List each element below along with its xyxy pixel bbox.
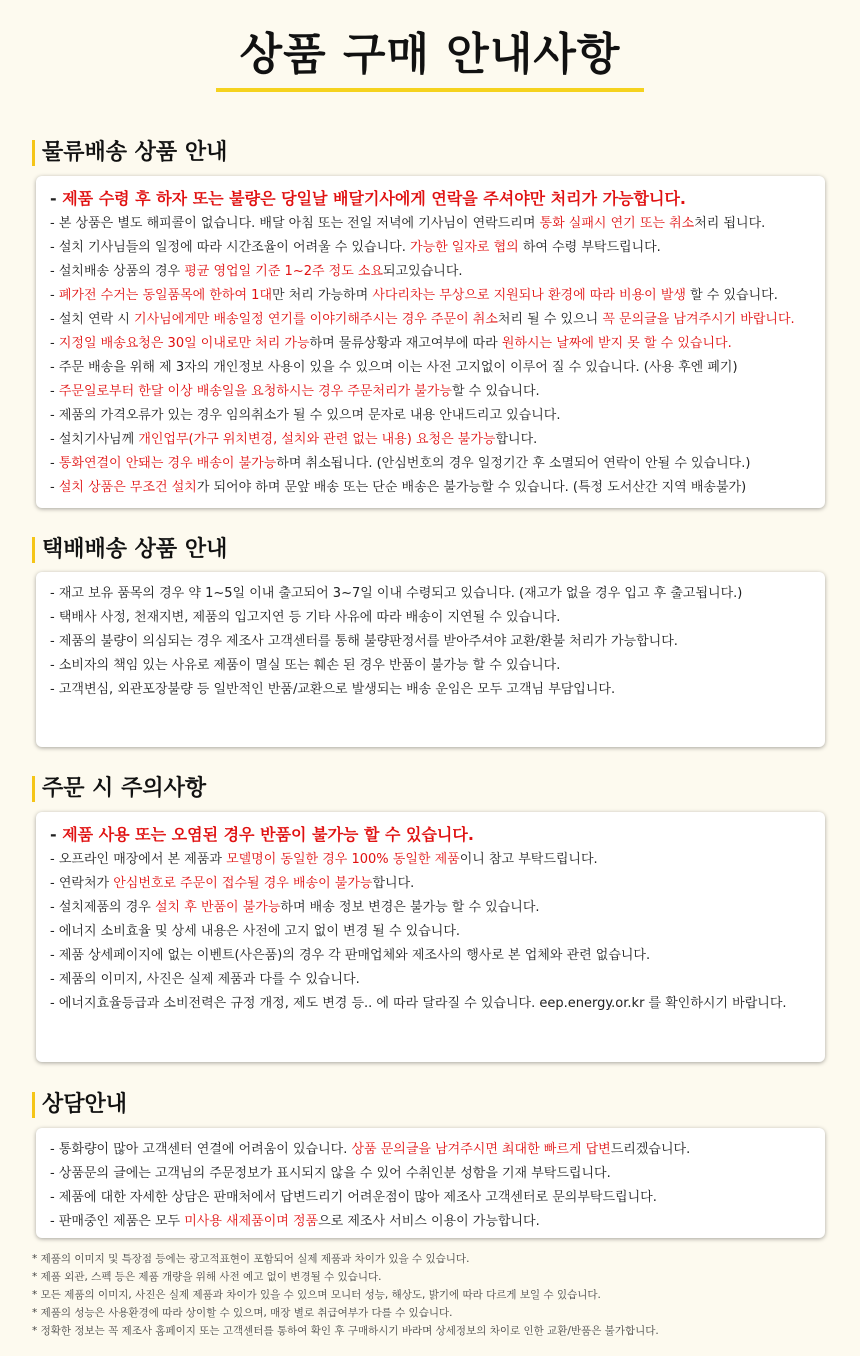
card-logistics — [36, 176, 825, 508]
highlight-text: 지정일 배송요청은 30일 이내로만 처리 가능 — [58, 336, 310, 351]
highlight-text: 설치 상품은 무조건 설치 — [58, 480, 197, 495]
info-line — [50, 380, 811, 404]
info-line — [50, 356, 811, 380]
highlight-text: 안심번호로 주문이 접수될 경우 배송이 불가능 — [113, 876, 373, 891]
line-text: - 주문 배송을 위해 제 3자의 개인정보 사용이 있을 수 있으며 이는 사전 고지없이 이루어 질 수 있습니다. (사용 후엔 폐기) — [50, 360, 738, 375]
line-text: 합니다. — [495, 432, 538, 447]
line-text: - 제품의 가격오류가 있는 경우 임의취소가 될 수 있으며 문자로 내용 안내드리고 있습니다. — [50, 408, 561, 423]
line-text: - 에너지효율등급과 소비전력은 규정 개정, 제도 변경 등.. 에 따라 달라질 수 있습니다. eep.energy.or.kr 를 확인하시기 바랍니다. — [50, 996, 787, 1011]
footnote: * 정확한 정보는 꼭 제조사 홈페이지 또는 고객센터를 통하여 확인 후 구매하시기 바라며 상세정보의 차이로 인한 교환/반품은 불가합니다. — [32, 1325, 659, 1337]
highlight-text: 폐가전 수거는 동일품목에 한하여 1대 — [58, 288, 272, 303]
line-text: 가 되어야 하며 문앞 배송 또는 단순 배송은 불가능할 수 있습니다. (특정 도서산간 지역 배송불가) — [196, 480, 747, 495]
info-line — [50, 654, 811, 678]
info-line — [50, 630, 811, 654]
line-text: - 재고 보유 품목의 경우 약 1~5일 이내 출고되어 3~7일 이내 수령되고 있습니다. (재고가 없을 경우 입고 후 출고됩니다.) — [50, 586, 743, 601]
title-underline — [216, 88, 644, 92]
section-heading-consultation: 상담안내 — [32, 1092, 127, 1118]
line-text: 하며 배송 정보 변경은 불가능 할 수 있습니다. — [280, 900, 540, 915]
info-line — [50, 944, 811, 968]
highlight-text: 원하시는 날짜에 받지 못 할 수 있습니다. — [501, 336, 732, 351]
line-text: - — [50, 336, 59, 351]
line-text: - 에너지 소비효율 및 상세 내용은 사전에 고지 없이 변경 될 수 있습니다. — [50, 924, 461, 939]
line-text: - — [50, 189, 63, 208]
footnote: * 모든 제품의 이미지, 사진은 실제 제품과 차이가 있을 수 있으며 모니터 성능, 해상도, 밝기에 따라 다르게 보일 수 있습니다. — [32, 1289, 601, 1301]
line-text: 으로 제조사 서비스 이용이 가능합니다. — [318, 1214, 540, 1229]
info-line — [50, 212, 811, 236]
line-text: 할 수 있습니다. — [685, 288, 778, 303]
info-line — [50, 452, 811, 476]
line-text: - 본 상품은 별도 해피콜이 없습니다. 배달 아침 또는 전일 저녁에 기사님이 연락드리며 — [50, 216, 540, 231]
line-text: - 연락처가 — [50, 876, 114, 891]
info-line — [50, 1210, 811, 1234]
line-text: - 제품 상세페이지에 없는 이벤트(사은품)의 경우 각 판매업체와 제조사의 행사로 본 업체와 관련 없습니다. — [50, 948, 651, 963]
card-order-caution — [36, 812, 825, 1062]
footnotes — [32, 1250, 842, 1340]
info-line — [50, 968, 811, 992]
card-parcel — [36, 572, 825, 747]
line-text: - 설치제품의 경우 — [50, 900, 155, 915]
line-text: - 오프라인 매장에서 본 제품과 — [50, 852, 227, 867]
line-text: - 설치 기사님들의 일정에 따라 시간조율이 어려울 수 있습니다. — [50, 240, 410, 255]
card-consultation — [36, 1128, 825, 1238]
line-text: 만 처리 가능하며 — [272, 288, 373, 303]
info-line — [50, 992, 811, 1016]
line-text: 처리 될 수 있으니 — [497, 312, 603, 327]
highlight-text: 제품 수령 후 하자 또는 불량은 당일날 배달기사에게 연락을 주셔야만 처리가 가능합니다. — [62, 189, 686, 208]
info-line — [50, 920, 811, 944]
info-line — [50, 284, 811, 308]
info-line — [50, 476, 811, 500]
info-line — [50, 606, 811, 630]
info-line — [50, 872, 811, 896]
footnote: * 제품의 이미지 및 특장점 등에는 광고적표현이 포함되어 실제 제품과 차이가 있을 수 있습니다. — [32, 1253, 470, 1265]
highlight-text: 주문일로부터 한달 이상 배송일을 요청하시는 경우 주문처리가 불가능 — [58, 384, 452, 399]
info-line — [50, 582, 811, 606]
highlight-text: 통화연결이 안돼는 경우 배송이 불가능 — [58, 456, 277, 471]
info-line — [50, 1186, 811, 1210]
footnote: * 제품 외관, 스펙 등은 제품 개량을 위해 사전 예고 없이 변경될 수 있습니다. — [32, 1271, 382, 1283]
line-text: - — [50, 480, 59, 495]
line-text: - 상품문의 글에는 고객님의 주문정보가 표시되지 않을 수 있어 수취인분 성함을 기재 부탁드립니다. — [50, 1166, 611, 1181]
highlight-text: 개인업무(가구 위치변경, 설치와 관련 없는 내용) 요청은 불가능 — [138, 432, 496, 447]
line-text: - 설치기사님께 — [50, 432, 139, 447]
info-line — [50, 848, 811, 872]
line-text: 이니 참고 부탁드립니다. — [459, 852, 598, 867]
line-text: - 판매중인 제품은 모두 — [50, 1214, 185, 1229]
line-text: - 고객변심, 외관포장불량 등 일반적인 반품/교환으로 발생되는 배송 운임은 모두 고객님 부담입니다. — [50, 682, 616, 697]
line-text: - 제품의 불량이 의심되는 경우 제조사 고객센터를 통해 불량판정서를 받아주셔야 교환/환불 처리가 가능합니다. — [50, 634, 678, 649]
highlight-text: 제품 사용 또는 오염된 경우 반품이 불가능 할 수 있습니다. — [62, 825, 474, 844]
line-text: - — [50, 825, 63, 844]
section-heading-parcel: 택배배송 상품 안내 — [32, 537, 227, 563]
highlight-text: 기사님에게만 배송일정 연기를 이야기해주시는 경우 주문이 취소 — [134, 312, 498, 327]
info-line — [50, 1138, 811, 1162]
line-text: - 소비자의 책임 있는 사유로 제품이 멸실 또는 훼손 된 경우 반품이 불가능 할 수 있습니다. — [50, 658, 561, 673]
info-line — [50, 186, 811, 212]
line-text: 하여 수령 부탁드립니다. — [518, 240, 661, 255]
highlight-text: 가능한 일자로 협의 — [409, 240, 519, 255]
highlight-text: 사다리차는 무상으로 지원되나 환경에 따라 비용이 발생 — [372, 288, 686, 303]
info-line — [50, 428, 811, 452]
line-text: - 설치 연락 시 — [50, 312, 135, 327]
info-line — [50, 896, 811, 920]
line-text: - 제품에 대한 자세한 상담은 판매처에서 답변드리기 어려운점이 많아 제조사 고객센터로 문의부탁드립니다. — [50, 1190, 657, 1205]
line-text: 할 수 있습니다. — [451, 384, 540, 399]
info-line — [50, 308, 811, 332]
info-line — [50, 260, 811, 284]
highlight-text: 평균 영업일 기준 1~2주 정도 소요 — [184, 264, 384, 279]
line-text: 하며 취소됩니다. (안심번호의 경우 일정기간 후 소멸되어 연락이 안될 수 있습니다.) — [276, 456, 751, 471]
info-line — [50, 332, 811, 356]
highlight-text: 통화 실패시 연기 또는 취소 — [539, 216, 695, 231]
line-text: 하며 물류상황과 재고여부에 따라 — [309, 336, 502, 351]
line-text: 되고있습니다. — [383, 264, 463, 279]
info-line — [50, 678, 811, 702]
section-heading-logistics: 물류배송 상품 안내 — [32, 140, 227, 166]
highlight-text: 설치 후 반품이 불가능 — [155, 900, 281, 915]
page-title: 상품 구매 안내사항 — [239, 29, 621, 80]
highlight-text: 상품 문의글을 남겨주시면 최대한 빠르게 답변 — [351, 1142, 611, 1157]
line-text: - 설치배송 상품의 경우 — [50, 264, 185, 279]
highlight-text: 꼭 문의글을 남겨주시기 바랍니다. — [602, 312, 795, 327]
info-line — [50, 822, 811, 848]
highlight-text: 모델명이 동일한 경우 100% 동일한 제품 — [226, 852, 460, 867]
line-text: - 제품의 이미지, 사진은 실제 제품과 다를 수 있습니다. — [50, 972, 360, 987]
line-text: - 통화량이 많아 고객센터 연결에 어려움이 있습니다. — [50, 1142, 352, 1157]
info-line — [50, 236, 811, 260]
line-text: - 택배사 사정, 천재지변, 제품의 입고지연 등 기타 사유에 따라 배송이 지연될 수 있습니다. — [50, 610, 561, 625]
info-line — [50, 1162, 811, 1186]
info-line — [50, 404, 811, 428]
line-text: 드리겠습니다. — [610, 1142, 691, 1157]
section-heading-order-caution: 주문 시 주의사항 — [32, 776, 206, 802]
footnote: * 제품의 성능은 사용환경에 따라 상이할 수 있으며, 매장 별로 취급여부가 다를 수 있습니다. — [32, 1307, 453, 1319]
line-text: - — [50, 384, 59, 399]
line-text: - — [50, 456, 59, 471]
highlight-text: 미사용 새제품이며 정품 — [184, 1214, 319, 1229]
line-text: - — [50, 288, 59, 303]
line-text: 처리 됩니다. — [694, 216, 766, 231]
line-text: 합니다. — [372, 876, 415, 891]
